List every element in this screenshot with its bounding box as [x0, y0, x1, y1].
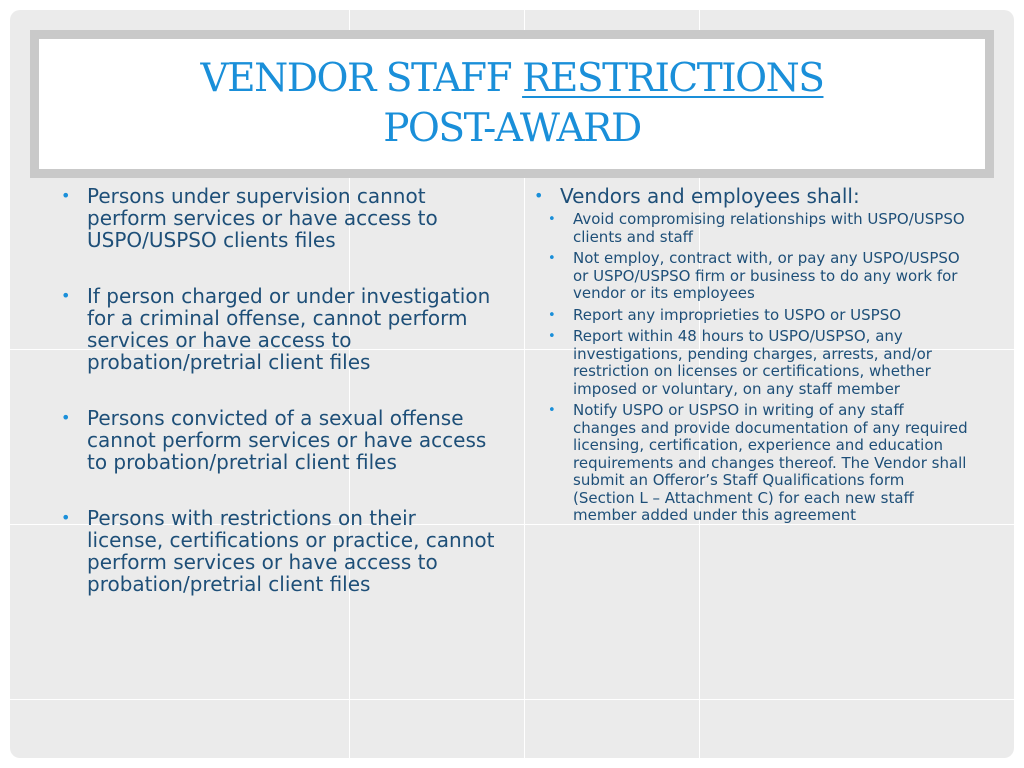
sub-list — [530, 211, 970, 525]
title-box — [39, 39, 985, 169]
sub-list-item-text: Avoid compromising relationships with USPO/USPSO clients and staff — [573, 210, 965, 246]
bullet-icon: • — [548, 403, 556, 418]
bullet-icon: • — [61, 186, 71, 205]
bullet-icon: • — [548, 307, 556, 323]
page-title-line-2: POST-AWARD — [383, 106, 641, 151]
list-item — [57, 285, 497, 373]
bullet-icon: • — [548, 251, 556, 266]
list-item — [57, 185, 497, 251]
title-frame — [30, 30, 994, 178]
list-item — [57, 407, 497, 473]
sub-list-item-text: Report any improprieties to USPO or USPSO — [573, 305, 902, 324]
page-title-line-1 — [201, 54, 824, 104]
sub-list-item — [530, 328, 970, 398]
sub-list-item — [530, 402, 970, 525]
list-item-text: Persons convicted of a sexual offense cannot perform services or have access to probation/pretrial client files — [87, 406, 487, 474]
sub-list-item-text: Notify USPO or USPSO in writing of any staff changes and provide documentation of any required licensing, certification, experience and education requirements and changes thereof. The Vendor shall submit an Offeror’s Staff Qualifications form (Section L – Attachment C) for each new staff member added under this agreement — [573, 401, 968, 524]
bullet-icon: • — [548, 212, 556, 227]
sub-list-item-text: Not employ, contract with, or pay any USPO/USPSO or USPO/USPSO firm or business to do any work for vendor or its employees — [573, 249, 960, 302]
list-item — [57, 507, 497, 595]
bullet-icon: • — [61, 508, 71, 527]
list-heading-text: Vendors and employees shall: — [560, 184, 860, 208]
bullet-icon: • — [61, 286, 71, 305]
right-column — [530, 185, 970, 529]
list-item-text: Persons under supervision cannot perform services or have access to USPO/USPSO clients files — [87, 184, 438, 252]
bullet-icon: • — [534, 186, 544, 205]
list-item-text: If person charged or under investigation for a criminal offense, cannot perform services or have access to probation/pretrial client files — [87, 284, 491, 374]
left-column — [57, 185, 497, 629]
list-heading — [530, 185, 970, 207]
list-item-text: Persons with restrictions on their license, certifications or practice, cannot perform services or have access to probation/pretrial client files — [87, 506, 495, 596]
sub-list-item-text: Report within 48 hours to USPO/USPSO, any investigations, pending charges, arrests, and/or restriction on licenses or certifications, whether imposed or voluntary, on any staff member — [573, 327, 932, 398]
grid-line — [10, 699, 1014, 700]
sub-list-item — [530, 211, 970, 246]
sub-list-item — [530, 250, 970, 303]
bullet-icon: • — [61, 408, 71, 427]
title-underlined-text: RESTRICTIONS — [522, 56, 824, 101]
title-plain-text: VENDOR STAFF — [200, 56, 523, 101]
sub-list-item — [530, 307, 970, 325]
bullet-icon: • — [548, 329, 556, 344]
